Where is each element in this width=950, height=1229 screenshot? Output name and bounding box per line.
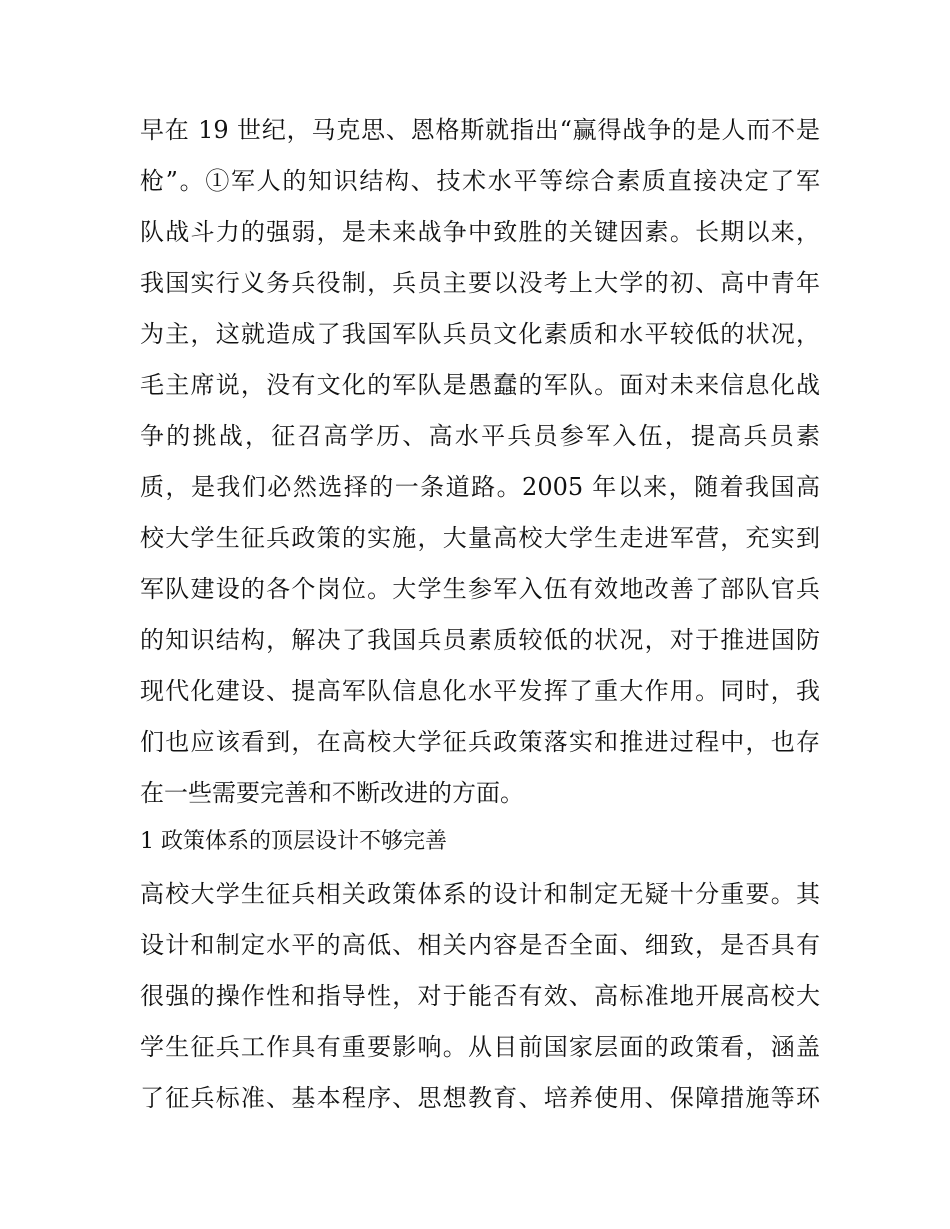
text-line: 了征兵标准、基本程序、思想教育、培养使用、保障措施等环 — [140, 1084, 820, 1112]
text-line: 在一些需要完善和不断改进的方面。 — [140, 779, 524, 807]
text-line: 的知识结构，解决了我国兵员素质较低的状况，对于推进国防 — [140, 626, 820, 654]
text-line: 很强的操作性和指导性，对于能否有效、高标准地开展高校大 — [140, 982, 820, 1010]
text-line: 早在 19 世纪，马克思、恩格斯就指出“赢得战争的是人而不是 — [140, 116, 820, 144]
section-heading: 1 政策体系的顶层设计不够完善 — [140, 829, 447, 854]
text-line: 军队建设的各个岗位。大学生参军入伍有效地改善了部队官兵 — [140, 575, 820, 603]
text-line: 我国实行义务兵役制，兵员主要以没考上大学的初、高中青年 — [140, 269, 820, 297]
text-line: 枪”。①军人的知识结构、技术水平等综合素质直接决定了军 — [140, 167, 820, 195]
text-line: 学生征兵工作具有重要影响。从目前国家层面的政策看，涵盖 — [140, 1033, 820, 1061]
text-line: 现代化建设、提高军队信息化水平发挥了重大作用。同时，我 — [140, 677, 820, 705]
text-line: 毛主席说，没有文化的军队是愚蠢的军队。面对未来信息化战 — [140, 371, 820, 399]
text-line: 高校大学生征兵相关政策体系的设计和制定无疑十分重要。其 — [140, 880, 820, 908]
text-line: 校大学生征兵政策的实施，大量高校大学生走进军营，充实到 — [140, 524, 820, 552]
text-line: 设计和制定水平的高低、相关内容是否全面、细致，是否具有 — [140, 931, 820, 959]
text-line: 为主，这就造成了我国军队兵员文化素质和水平较低的状况， — [140, 320, 820, 348]
text-line: 争的挑战，征召高学历、高水平兵员参军入伍，提高兵员素 — [140, 422, 820, 450]
text-line: 队战斗力的强弱，是未来战争中致胜的关键因素。长期以来， — [140, 218, 820, 246]
text-line: 们也应该看到，在高校大学征兵政策落实和推进过程中，也存 — [140, 728, 820, 756]
text-line: 质，是我们必然选择的一条道路。2005 年以来，随着我国高 — [140, 473, 820, 501]
